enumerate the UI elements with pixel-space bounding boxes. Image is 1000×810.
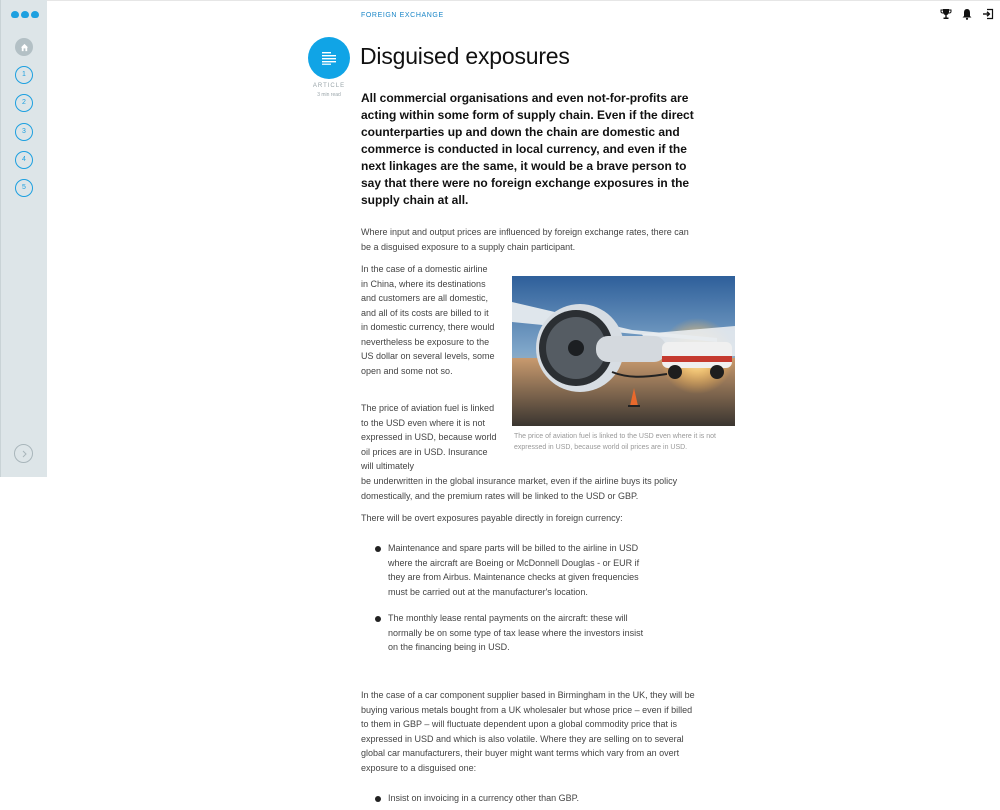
paragraph-4: There will be overt exposures payable directly in foreign currency: xyxy=(361,513,623,523)
logo-dot-2 xyxy=(21,11,29,18)
article-badge xyxy=(308,37,350,79)
list-item xyxy=(361,541,650,599)
logo-dot-1 xyxy=(11,11,19,18)
logo-dot-3 xyxy=(31,11,39,18)
step-5-button[interactable]: 5 xyxy=(15,179,33,197)
paragraph-3a: The price of aviation fuel is linked to the USD even where it is not expressed in USD, because world oil prices are in USD. Insurance will ultimately xyxy=(361,403,497,471)
article-type-label: ARTICLE xyxy=(312,83,346,89)
bullet-dot xyxy=(375,616,381,622)
top-divider xyxy=(47,0,1000,1)
read-time: 3 min read xyxy=(317,92,341,98)
sidebar-border xyxy=(0,0,1,477)
article-lines-icon xyxy=(321,51,337,65)
list-item xyxy=(361,611,650,655)
article-image xyxy=(512,276,735,426)
sidebar xyxy=(0,0,47,477)
exposure-list xyxy=(361,541,661,655)
image-caption: The price of aviation fuel is linked to the USD even where it is not expressed in USD, because world oil prices are in USD. xyxy=(514,433,716,451)
step-1-button[interactable]: 1 xyxy=(15,66,33,84)
step-2-button[interactable]: 2 xyxy=(15,94,33,112)
paragraph-5: In the case of a car component supplier based in Birmingham in the UK, they will be buying various metals bought from a UK wholesaler but whose price – even if billed to them in GBP – will fluctuate dependent upon a global commodity price that is expressed in USD and which is also volatile. Where they are selling on to several global car manufacturers, their buyer might want terms which vary from an overt exposure to a disguised one: xyxy=(361,690,695,773)
step-3-button[interactable]: 3 xyxy=(15,123,33,141)
bell-icon[interactable] xyxy=(961,7,973,19)
paragraph-3b: be underwritten in the global insurance market, even if the airline buys its policy domestically, and the premium rates will be linked to the USD or GBP. xyxy=(361,476,678,501)
list-item-text: The monthly lease rental payments on the aircraft: these will normally be on some type of tax lease where the investors insist on the financing being in USD. xyxy=(388,613,644,652)
paragraph-1: Where input and output prices are influenced by foreign exchange rates, there can be a disguised exposure to a supply chain participant. xyxy=(361,227,689,252)
trophy-icon[interactable] xyxy=(940,7,952,19)
top-toolbar xyxy=(940,7,994,19)
category-label[interactable]: FOREIGN EXCHANGE xyxy=(361,12,444,19)
app-logo[interactable] xyxy=(11,11,39,18)
list-item-text: Maintenance and spare parts will be billed to the airline in USD where the aircraft are Boeing or McDonnell Douglas - or EUR if they are from Airbus. Maintenance checks at given frequencies must be carried out at the manufacturer's location. xyxy=(388,543,640,597)
step-4-button[interactable]: 4 xyxy=(15,151,33,169)
page-title: Disguised exposures xyxy=(360,43,570,69)
article-intro: All commercial organisations and even not-for-profits are acting within some form of supply chain. Even if the direct counterparties up and down the chain are domestic and commerce is conducted in local currency, and even if the next linkages are the same, it would be a brave person to say that there were no foreign exchange exposures in the supply chain at all. xyxy=(361,91,694,207)
list-item-text: Insist on invoicing in a currency other than GBP. xyxy=(388,793,579,803)
home-icon xyxy=(20,43,29,52)
bullet-dot xyxy=(375,546,381,552)
list-item xyxy=(361,791,661,806)
logout-icon[interactable] xyxy=(982,7,994,19)
bullet-dot xyxy=(375,796,381,802)
chevron-right-icon xyxy=(20,450,28,458)
home-button[interactable] xyxy=(15,38,33,56)
terms-list xyxy=(361,791,661,806)
paragraph-2: In the case of a domestic airline in China, where its destinations and customers are all domestic, and all of its costs are billed to it in domestic currency, there would nevertheless be exposure to the US dollar on several levels, some open and some not so. xyxy=(361,264,495,376)
next-button[interactable] xyxy=(14,444,33,463)
